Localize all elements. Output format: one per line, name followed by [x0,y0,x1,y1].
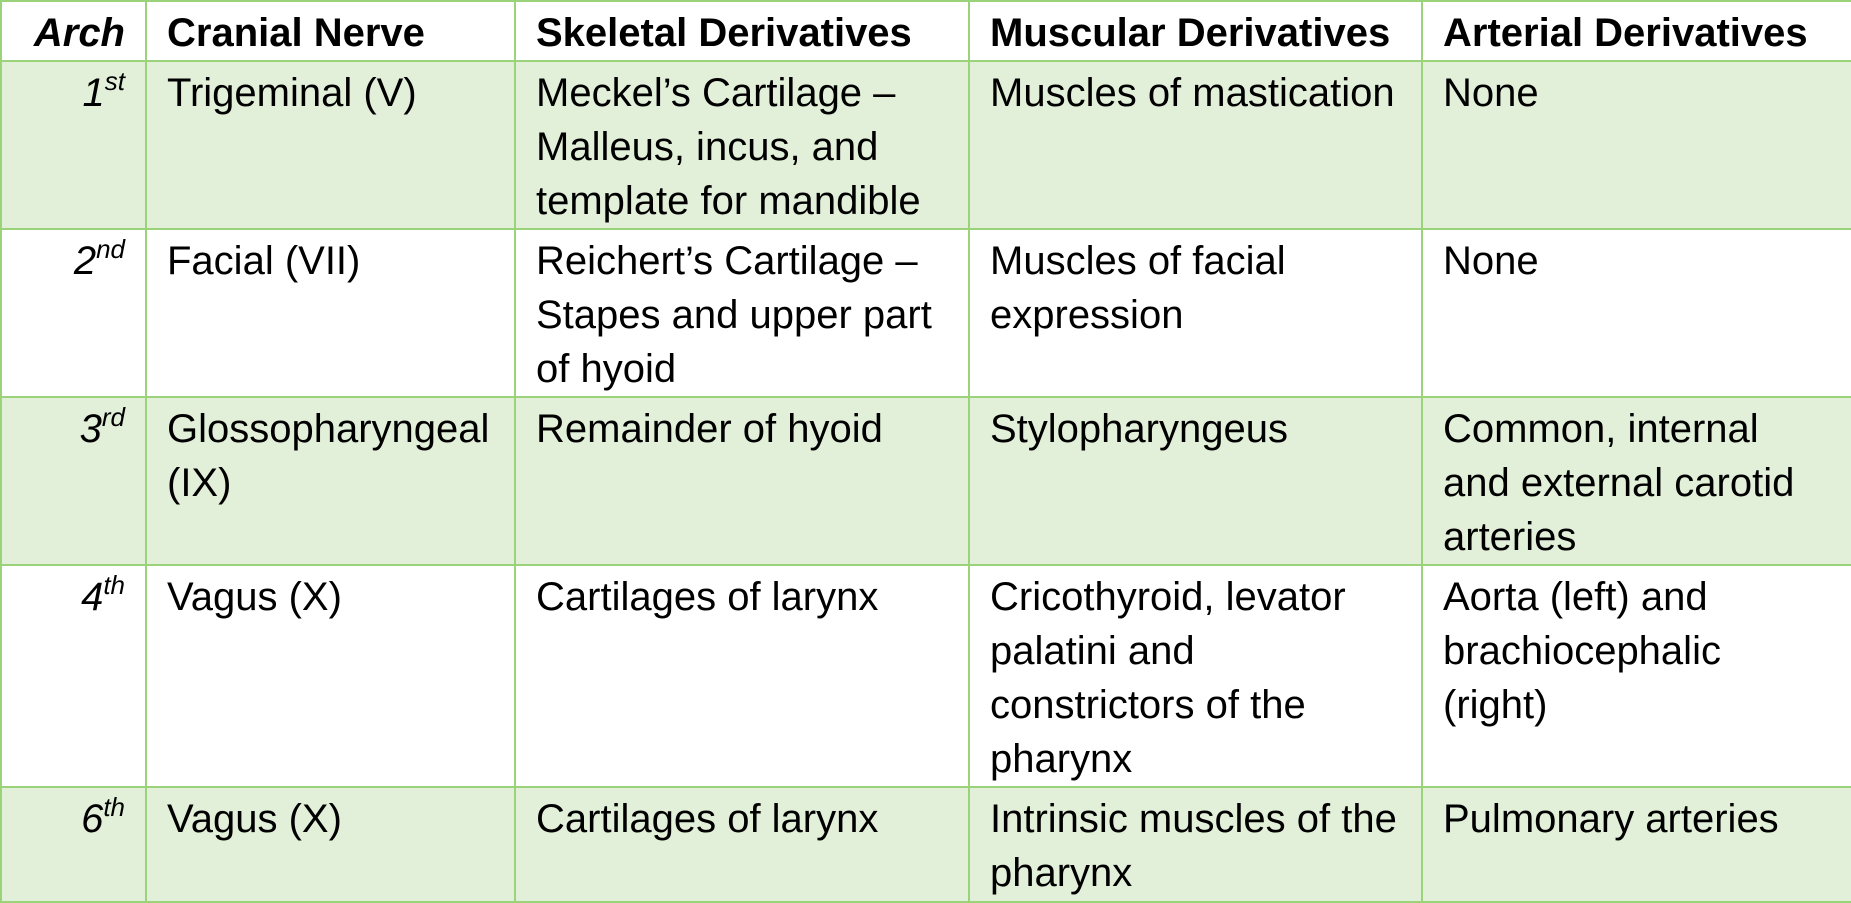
muscular-derivatives-cell: Intrinsic muscles of the pharynx [969,787,1422,902]
arch-cell [1,787,146,902]
arterial-derivatives-cell: None [1422,61,1851,229]
arch-ordinal-suffix: nd [96,233,125,264]
header-row [1,1,1851,61]
arch-ordinal-suffix: rd [101,401,125,432]
arch-ordinal-suffix: st [104,65,125,96]
cranial-nerve-cell: Glossopharyngeal (IX) [146,397,515,565]
arterial-derivatives-cell: Common, internal and external carotid arteries [1422,397,1851,565]
arch-cell [1,397,146,565]
arterial-derivatives-cell: Aorta (left) and brachiocephalic (right) [1422,565,1851,787]
header-cranial-nerve: Cranial Nerve [146,1,515,61]
header-arch: Arch [1,1,146,61]
table-row [1,397,1851,565]
muscular-derivatives-cell: Muscles of mastication [969,61,1422,229]
muscular-derivatives-cell: Cricothyroid, levator palatini and constrictors of the pharynx [969,565,1422,787]
arch-number: 6 [81,797,104,841]
arch-number: 4 [81,575,104,619]
muscular-derivatives-cell: Stylopharyngeus [969,397,1422,565]
arch-number: 2 [73,239,97,283]
cranial-nerve-cell: Vagus (X) [146,787,515,902]
table-row [1,787,1851,902]
arch-cell [1,61,146,229]
skeletal-derivatives-cell: Meckel’s Cartilage – Malleus, incus, and template for mandible [515,61,969,229]
arch-ordinal-suffix: th [103,569,125,600]
table-row [1,565,1851,787]
header-arterial-derivatives: Arterial Derivatives [1422,1,1851,61]
arch-cell [1,565,146,787]
skeletal-derivatives-cell: Cartilages of larynx [515,787,969,902]
cranial-nerve-cell: Trigeminal (V) [146,61,515,229]
arterial-derivatives-cell: None [1422,229,1851,397]
table-row [1,229,1851,397]
arch-ordinal-suffix: th [103,791,125,822]
skeletal-derivatives-cell: Remainder of hyoid [515,397,969,565]
cranial-nerve-cell: Facial (VII) [146,229,515,397]
arterial-derivatives-cell: Pulmonary arteries [1422,787,1851,902]
header-muscular-derivatives: Muscular Derivatives [969,1,1422,61]
arch-cell [1,229,146,397]
arch-number: 3 [79,407,102,451]
skeletal-derivatives-cell: Reichert’s Cartilage – Stapes and upper part of hyoid [515,229,969,397]
arch-number: 1 [82,71,105,115]
skeletal-derivatives-cell: Cartilages of larynx [515,565,969,787]
table-row [1,61,1851,229]
header-skeletal-derivatives: Skeletal Derivatives [515,1,969,61]
cranial-nerve-cell: Vagus (X) [146,565,515,787]
muscular-derivatives-cell: Muscles of facial expression [969,229,1422,397]
